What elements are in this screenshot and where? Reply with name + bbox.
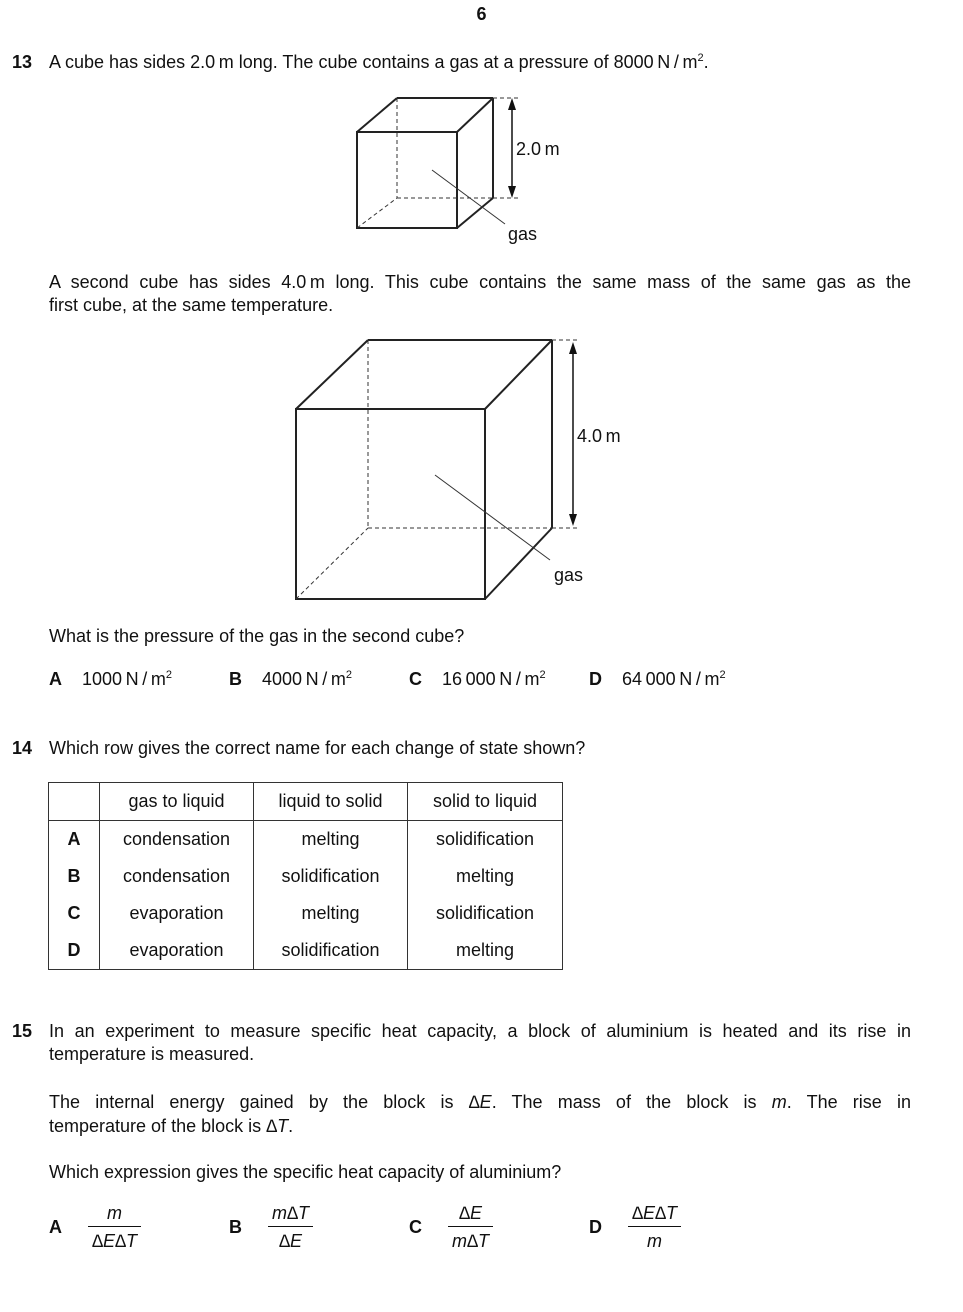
question-13-stem — [49, 52, 709, 73]
fraction-numerator: m∆T — [272, 1203, 310, 1223]
option-value: 1000 N / m — [82, 669, 166, 689]
q13-option-b — [229, 669, 352, 690]
question-13-stem-end: . — [703, 52, 709, 72]
table-cell: condensation — [100, 821, 254, 859]
question-15-prompt: Which expression gives the specific heat capacity of aluminium? — [49, 1162, 562, 1182]
option-value: 16 000 N / m — [442, 669, 540, 689]
option-sup: 2 — [719, 669, 726, 681]
question-13-prompt: What is the pressure of the gas in the second cube? — [49, 626, 465, 646]
table-header-cell: gas to liquid — [100, 783, 254, 821]
fraction-denominator: m∆T — [448, 1226, 493, 1252]
table-header-cell: solid to liquid — [408, 783, 563, 821]
cube-2-dimension-label: 4.0 m — [577, 426, 621, 446]
table-cell: melting — [254, 895, 408, 932]
option-letter: C — [409, 1217, 422, 1237]
change-of-state-table — [48, 782, 563, 970]
table-row — [49, 821, 563, 859]
table-cell: solidification — [408, 895, 563, 932]
option-value: 4000 N / m — [262, 669, 346, 689]
table-cell: solidification — [254, 858, 408, 895]
question-14-prompt: Which row gives the correct name for each change of state shown? — [49, 738, 586, 758]
q15-line4-b: . — [288, 1116, 294, 1136]
q15-line3-m: m — [771, 1092, 787, 1112]
option-value: 64 000 N / m — [622, 669, 720, 689]
q13-option-c — [409, 669, 546, 690]
q15-option-d — [589, 1203, 681, 1252]
question-14-number: 14 — [12, 738, 33, 758]
cube-1-diagram — [340, 88, 580, 248]
cube-2-gas-pointer — [435, 475, 550, 560]
arrow-down-icon — [569, 514, 577, 526]
cube-1-gas-pointer — [432, 170, 505, 224]
question-15-number: 15 — [12, 1021, 33, 1041]
q15-line3-de: ∆E — [468, 1092, 492, 1112]
table-cell: solidification — [254, 932, 408, 970]
option-sup: 2 — [165, 669, 172, 681]
row-letter: C — [49, 895, 100, 932]
cube-1-gas-label: gas — [508, 224, 538, 244]
table-cell: evaporation — [100, 895, 254, 932]
fraction-numerator: ∆E∆T — [632, 1203, 678, 1223]
table-header-cell — [49, 783, 100, 821]
q15-option-b — [229, 1203, 313, 1252]
row-letter: A — [49, 821, 100, 859]
table-cell: melting — [408, 932, 563, 970]
row-letter: B — [49, 858, 100, 895]
page-number: 6 — [476, 4, 487, 24]
option-letter: A — [49, 1217, 62, 1237]
option-letter: D — [589, 1217, 602, 1237]
question-15-line1: In an experiment to measure specific heat capacity, a block of aluminium is heated and its rise in — [49, 1021, 911, 1041]
option-letter: C — [409, 669, 422, 689]
fraction — [268, 1203, 313, 1252]
table-row — [49, 858, 563, 895]
fraction-denominator: m — [628, 1226, 681, 1252]
question-15-line4 — [49, 1116, 293, 1137]
cube-1-front-face — [357, 132, 457, 228]
table-cell: melting — [408, 858, 563, 895]
row-letter: D — [49, 932, 100, 970]
table-cell: melting — [254, 821, 408, 859]
cube-1-dimension-label: 2.0 m — [516, 139, 560, 159]
q13-option-d — [589, 669, 726, 690]
q15-option-a — [49, 1203, 141, 1252]
question-13-number: 13 — [12, 52, 33, 72]
option-letter: A — [49, 669, 62, 689]
q15-line3-c: . The rise in — [786, 1092, 911, 1112]
option-sup: 2 — [345, 669, 352, 681]
fraction — [628, 1203, 681, 1252]
question-15-line2: temperature is measured. — [49, 1044, 255, 1064]
question-13-stem-text: A cube has sides 2.0 m long. The cube contains a gas at a pressure of 8000 N / m — [49, 52, 698, 72]
arrow-up-icon — [508, 98, 516, 110]
fraction-denominator: ∆E∆T — [88, 1226, 141, 1252]
q15-line4-dt: ∆T — [266, 1116, 289, 1136]
cube-2-front-face — [296, 409, 485, 599]
fraction-denominator: ∆E — [268, 1226, 313, 1252]
table-cell: evaporation — [100, 932, 254, 970]
q15-line3-a: The internal energy gained by the block is — [49, 1092, 454, 1112]
arrow-down-icon — [508, 186, 516, 198]
option-sup: 2 — [539, 669, 546, 681]
q15-option-c — [409, 1203, 493, 1252]
q15-line3-b: . The mass of the block is — [491, 1092, 757, 1112]
fraction — [88, 1203, 141, 1252]
option-letter: D — [589, 669, 602, 689]
fraction-numerator: ∆E — [458, 1203, 483, 1223]
table-cell: solidification — [408, 821, 563, 859]
question-13-second-cube-line1: A second cube has sides 4.0 m long. This cube contains the same mass of the same gas as the — [49, 272, 911, 292]
arrow-up-icon — [569, 342, 577, 354]
q13-option-a — [49, 669, 172, 690]
table-row — [49, 895, 563, 932]
fraction-numerator: m — [107, 1203, 123, 1223]
question-15-line3 — [49, 1092, 911, 1113]
table-header-row — [49, 783, 563, 821]
table-row — [49, 932, 563, 970]
table-cell: condensation — [100, 858, 254, 895]
cube-2-gas-label: gas — [554, 565, 584, 585]
option-letter: B — [229, 669, 242, 689]
fraction — [448, 1203, 493, 1252]
option-letter: B — [229, 1217, 242, 1237]
cube-2-diagram — [280, 330, 640, 610]
q15-line4-a: temperature of the block is — [49, 1116, 262, 1136]
question-13-second-cube-line2: first cube, at the same temperature. — [49, 295, 334, 315]
table-header-cell: liquid to solid — [254, 783, 408, 821]
question-13-stem-sup: 2 — [697, 52, 704, 64]
